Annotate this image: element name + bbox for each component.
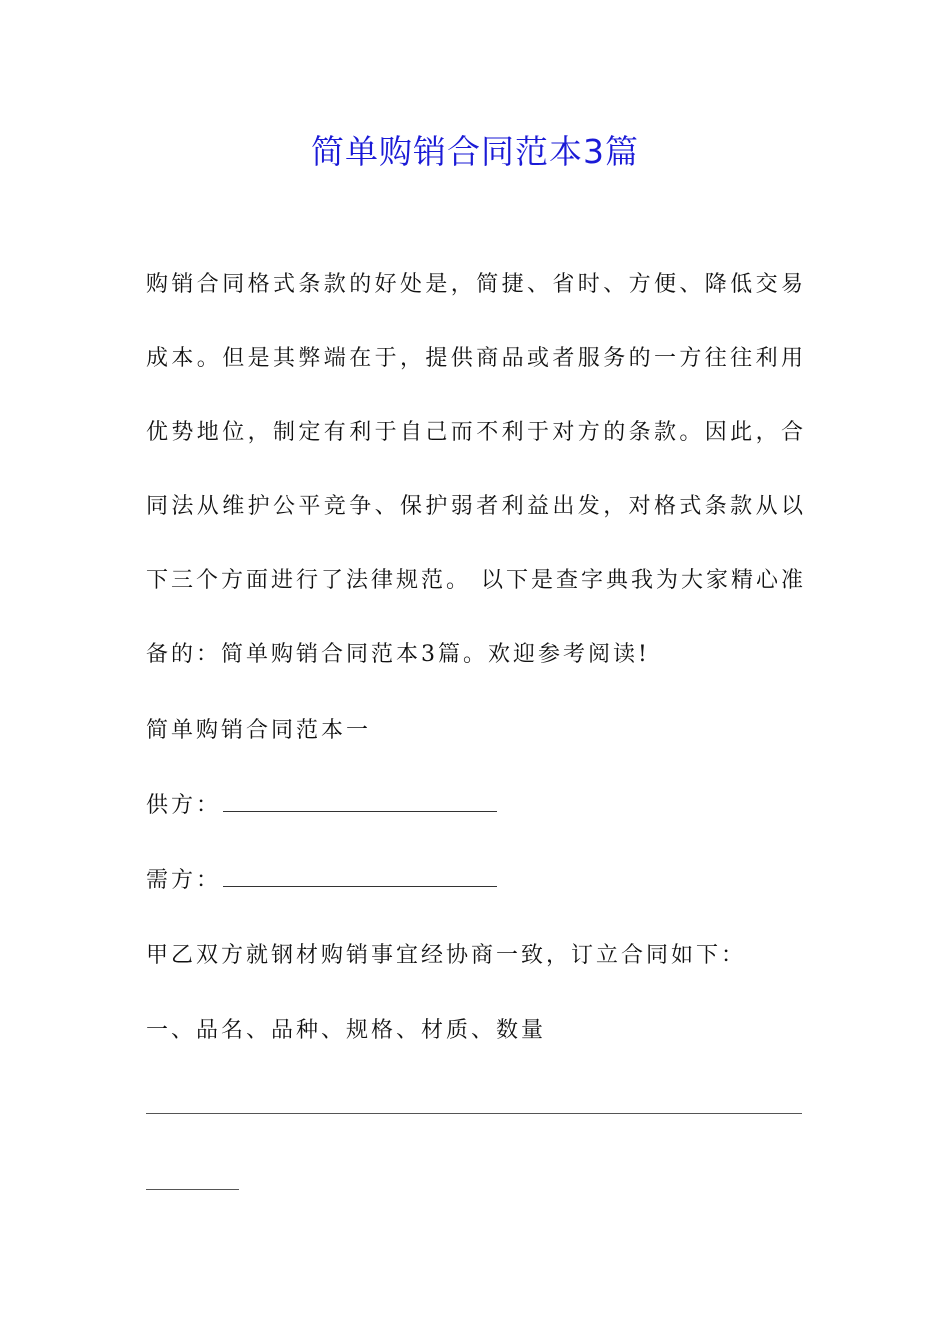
blank-rule-long [146, 1113, 802, 1114]
section-heading: 简单购销合同范本一 [146, 718, 372, 743]
buyer-label: 需方： [146, 868, 222, 893]
clause-one-heading: 一、品名、品种、规格、材质、数量 [146, 1018, 547, 1043]
document-title: 简单购销合同范本3篇 [311, 132, 639, 171]
buyer-line [146, 866, 497, 896]
agreement-line: 甲乙双方就钢材购销事宜经协商一致，订立合同如下： [146, 943, 747, 968]
supplier-blank [223, 793, 497, 812]
intro-paragraph: 购销合同格式条款的好处是，简捷、省时、方便、降低交易成本。但是其弊端在于，提供商品或者服务的一方往往利用优势地位，制定有利于自己而不利于对方的条款。因此，合同法从维护公平竞争、保护弱者利益出发，对格式条款从以下三个方面进行了法律规范。 以下是查字典我为大家精心准备的：简单购销合同范本3篇。欢迎参考阅读! [146, 272, 806, 667]
supplier-line [146, 791, 497, 821]
buyer-blank [223, 868, 497, 887]
blank-rule-short [146, 1189, 239, 1190]
supplier-label: 供方： [146, 793, 222, 818]
